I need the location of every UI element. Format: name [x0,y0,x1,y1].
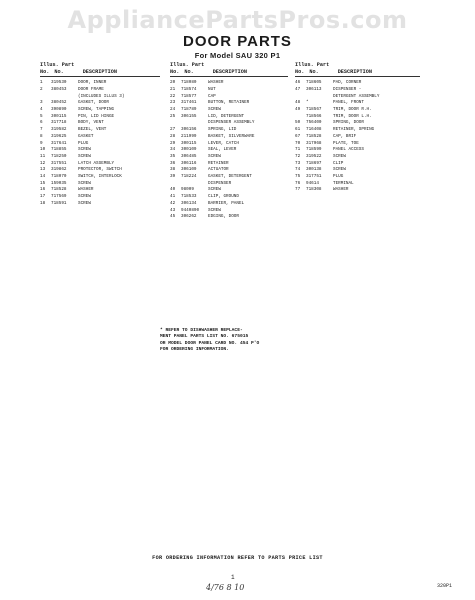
part-description: LATCH ASSEMBLY [78,160,115,166]
part-illus-number: 23 [170,100,176,106]
part-number [306,94,333,101]
part-description: EDGING, DOOR [208,214,239,220]
part-number: 390890 [51,107,67,112]
part-row [295,181,420,188]
part-row [40,80,160,87]
part-number: 306262 [181,214,197,220]
part-row [170,201,288,208]
part-row [295,134,420,141]
part-illus-number: 67 [295,133,301,139]
part-number: 211999 [181,133,197,139]
header-rule [295,76,420,77]
part-row [170,87,288,94]
part-number: 317718 [51,120,67,126]
part-description: SEAL, LEVER [208,147,237,153]
part-description: DOOR FRAME [78,86,104,92]
part-number: 718855 [51,147,67,153]
part-row [40,127,160,134]
part-number: 718080 [181,80,197,86]
ordering-footer: FOR ORDERING INFORMATION REFER TO PARTS PRICE LIST [152,555,323,561]
part-illus-number: 1 [40,80,43,86]
part-row [295,147,420,154]
part-illus-number [170,181,181,188]
parts-column-2 [170,62,288,221]
part-row [170,120,288,127]
part-description: DISPENSER - [333,86,362,92]
part-row [295,114,420,121]
header-description: DESCRIPTION [337,68,372,75]
part-row [295,127,420,134]
part-illus-number: 28 [170,133,176,139]
part-illus-number: 45 [170,214,176,220]
part-row [40,87,160,94]
part-description: CAP [208,93,216,99]
part-row [40,167,160,174]
header-rule [40,76,160,77]
part-row [40,107,160,114]
part-description: PIN, LID HINGE [78,113,115,119]
part-row [295,87,420,94]
part-illus-number: 75 [295,174,301,180]
part-number [181,181,208,188]
part-row [40,100,160,107]
part-row [295,100,420,107]
part-description: SCREW [208,107,221,112]
part-description: BODY, VENT [78,120,104,126]
part-illus-number: 29 [170,140,176,146]
header-description: DESCRIPTION [82,68,117,75]
page-number: 1 [231,574,235,581]
part-illus-number: 46 [295,80,301,86]
part-row [170,127,288,134]
part-description: SCREW, TAPPING [78,107,115,112]
part-description: PANEL ACCESS [333,147,364,153]
part-number: 319625 [51,133,67,139]
part-number: 317968 [306,140,322,146]
part-illus-number: 35 [170,153,176,159]
part-row [40,161,160,168]
part-illus-number: 11 [40,153,46,159]
part-row [170,167,288,174]
part-description: NUT [208,86,216,92]
part-description: (INCLUDES ILLUS 3) [78,93,125,99]
part-row [170,194,288,201]
part-number: 306109 [181,167,197,173]
part-row [40,94,160,101]
header-rule [170,76,288,77]
part-number: 317551 [51,160,67,166]
part-description: CLIP [333,160,344,166]
part-description: SPRING, DOOR [333,120,364,126]
part-illus-number: 48 [295,100,301,106]
part-illus-number: 43 [170,207,176,213]
part-number: 718528 [51,187,67,193]
part-description: WASHER [333,187,349,193]
part-illus-number: 3 [40,100,43,106]
part-number: 718697 [306,160,322,166]
part-number: 94614 [306,180,319,186]
part-description: BARRIER, PANEL [208,200,245,206]
part-number: 306155 [181,113,197,119]
part-row [40,201,160,208]
part-description: TRIM, DOOR R.H. [333,107,372,112]
page-title: DOOR PARTS [183,33,292,50]
part-number: 717569 [51,194,67,200]
header-no: No. [295,68,305,75]
part-row [40,187,160,194]
part-row [170,107,288,114]
part-number: 319530 [51,80,67,86]
part-row [170,208,288,215]
header-no2: No. [184,68,194,75]
part-number: 718599 [306,147,322,153]
part-number: 380452 [51,100,67,106]
part-description: BASKET, SILVERWARE [208,133,255,139]
part-description: CAP, BRIF [333,133,357,139]
part-number: 319522 [306,153,322,159]
parts-rows [295,80,420,194]
part-illus-number: 70 [295,140,301,146]
part-illus-number [170,120,181,127]
part-number: 300138 [306,167,322,173]
part-row [40,141,160,148]
part-number: 300115 [51,113,67,119]
part-number: 306134 [181,200,197,206]
replacement-panel-note: * REFER TO DISHWASHER REPLACE- MENT PANEL PARTS LIST NO. 675015 OR MODEL DOOR PANEL CARD NO. 454 P'O FOR ORDERING INFORMATION. [160,328,260,353]
part-description: SPRING, LID [208,127,237,133]
part-row [295,107,420,114]
part-illus-number: 2 [40,86,43,92]
part-row [295,167,420,174]
part-illus-number: 27 [170,127,176,133]
part-row [170,174,288,181]
part-number: 718574 [181,86,197,92]
part-row [170,141,288,148]
part-illus-number: 36 [170,160,176,166]
parts-column-1 [40,62,160,208]
part-description: SCREW [78,200,91,206]
part-description: PROTECTOR, SWITCH [78,167,122,173]
part-number: 380453 [51,86,67,92]
part-row [40,174,160,181]
part-row [295,154,420,161]
part-row [170,100,288,107]
part-number: 718250 [51,153,67,159]
part-description: DOOR, INNER [78,80,107,86]
part-number: 9440890 [181,207,200,213]
column-header [40,62,160,75]
part-row [170,161,288,168]
part-illus-number: 72 [295,153,301,159]
part-number: 300115 [181,140,197,146]
model-subtitle: For Model SAU 320 P1 [194,51,281,60]
part-number: 718567 [306,107,322,112]
part-description: ACTUATOR [208,167,229,173]
part-number: 718566 [306,113,322,119]
part-number: 718577 [181,93,197,99]
part-illus-number: 18 [40,200,46,206]
part-number [51,94,78,101]
parts-rows [170,80,288,221]
part-number: 317751 [306,174,322,180]
part-row [40,154,160,161]
part-row [40,120,160,127]
part-number: 159035 [51,180,67,186]
part-number: 756400 [306,120,322,126]
part-description: RETAINER, SPRING [333,127,375,133]
part-row [295,94,420,101]
part-row [170,134,288,141]
part-row [295,174,420,181]
header-no: No. [170,68,180,75]
part-illus-number: 71 [295,147,301,153]
part-illus-number: 17 [40,194,46,200]
part-number: 718224 [181,174,197,180]
part-number: 718591 [51,200,67,206]
part-illus-number: 50 [295,120,301,126]
part-number: 306116 [181,160,197,166]
part-number: 319862 [51,167,67,173]
part-description: RETAINER [208,160,229,166]
header-illus: Illus. Part [295,62,330,68]
part-illus-number: 16 [40,187,46,193]
header-no2: No. [54,68,64,75]
parts-column-3 [295,62,420,194]
part-illus-number: 10 [40,147,46,153]
handwritten-annotation: 4/76 8 10 [206,583,245,592]
part-number: 716408 [306,127,322,133]
part-illus-number: 8 [40,133,43,139]
header-illus: Illus. Part [40,62,75,68]
part-description: TRIM, DOOR L.H. [333,113,372,119]
part-description: PLUG [78,140,89,146]
part-illus-number: 40 [170,187,176,193]
header-description: DESCRIPTION [212,68,247,75]
header-illus: Illus. Part [170,62,205,68]
part-illus-number: 14 [40,174,46,180]
part-description: PAD, CORNER [333,80,362,86]
part-number: 306485 [181,153,197,159]
part-row [170,114,288,121]
part-description: DISPENSER ASSEMBLY [208,120,255,126]
part-description: SCREW [78,153,91,159]
part-number: 300109 [181,147,197,153]
part-illus-number: 76 [295,180,301,186]
part-illus-number: 6 [40,120,43,126]
part-description: BUTTON, RETAINER [208,100,250,106]
part-illus-number: 21 [170,86,176,92]
part-description: LID, DETERGENT [208,113,245,119]
part-row [170,214,288,221]
part-description: SCREW [78,147,91,153]
part-number: 718308 [306,187,322,193]
part-row [40,114,160,121]
part-illus-number: 24 [170,107,176,112]
part-row [295,161,420,168]
part-number: 319582 [51,127,67,133]
part-illus-number: 34 [170,147,176,153]
part-description: SCREW [333,167,346,173]
part-illus-number: 13 [40,167,46,173]
part-number: 98009 [181,187,194,193]
part-illus-number: 25 [170,113,176,119]
part-number: 306113 [306,86,322,92]
part-row [170,154,288,161]
part-illus-number: 22 [170,93,176,99]
part-number: * [306,100,309,106]
part-description: WASHER [208,80,224,86]
part-description: CLIP, GROUND [208,194,239,200]
part-illus-number [295,114,306,121]
part-row [295,80,420,87]
part-description: SCREW [78,180,91,186]
part-description: DETERGENT ASSEMBLY [333,93,380,99]
part-row [170,80,288,87]
part-illus-number [295,94,306,101]
document-code: 320P1 [437,583,453,589]
part-description: GASKET, DOOR [78,100,109,106]
part-illus-number: 41 [170,194,176,200]
part-description: SWITCH, INTERLOCK [78,174,122,180]
part-illus-number: 73 [295,160,301,166]
part-illus-number: 15 [40,180,46,186]
part-illus-number: 39 [170,174,176,180]
part-illus-number: 4 [40,107,43,112]
part-row [170,181,288,188]
part-illus-number: 5 [40,113,43,119]
part-illus-number: 42 [170,200,176,206]
part-illus-number: 49 [295,107,301,112]
part-description: SCREW [208,207,221,213]
column-header [295,62,420,75]
part-number: 718528 [306,133,322,139]
header-no2: No. [309,68,319,75]
part-row [40,147,160,154]
parts-rows [40,80,160,207]
part-number: 306156 [181,127,197,133]
part-number: 317461 [181,100,197,106]
part-row [40,134,160,141]
part-row [170,94,288,101]
part-description: SCREW [208,153,221,159]
part-description: BEZEL, VENT [78,127,107,133]
site-watermark: AppliancePartsPros.com [67,6,408,34]
part-row [170,147,288,154]
part-number: 718070 [51,174,67,180]
part-description: SCREW [333,153,346,159]
part-row [40,181,160,188]
part-description: DISPENSER [208,180,232,186]
header-no: No. [40,68,50,75]
part-row [295,120,420,127]
part-illus-number [40,94,51,101]
part-illus-number: 7 [40,127,43,133]
part-illus-number: 38 [170,167,176,173]
part-illus-number: 61 [295,127,301,133]
part-description: PANEL, FRONT [333,100,364,106]
part-description: PLUG [333,174,344,180]
part-description: GASKET, DETERGENT [208,174,252,180]
part-description: WASHER [78,187,94,193]
part-number: 718789 [181,107,197,112]
part-row [170,187,288,194]
part-description: PLATE, TOE [333,140,359,146]
part-row [295,141,420,148]
part-illus-number: 20 [170,80,176,86]
part-illus-number: 77 [295,187,301,193]
column-header [170,62,288,75]
part-description: SCREW [78,194,91,200]
part-illus-number: 12 [40,160,46,166]
part-illus-number: 9 [40,140,43,146]
part-number [181,120,208,127]
part-description: GASKET [78,133,94,139]
part-illus-number: 47 [295,86,301,92]
part-number: 718605 [306,80,322,86]
part-description: TERMINAL [333,180,354,186]
part-row [40,194,160,201]
part-row [295,187,420,194]
part-number: 317641 [51,140,67,146]
part-description: LEVER, CATCH [208,140,239,146]
part-description: SCREW [208,187,221,193]
part-number: 718533 [181,194,197,200]
part-illus-number: 74 [295,167,301,173]
